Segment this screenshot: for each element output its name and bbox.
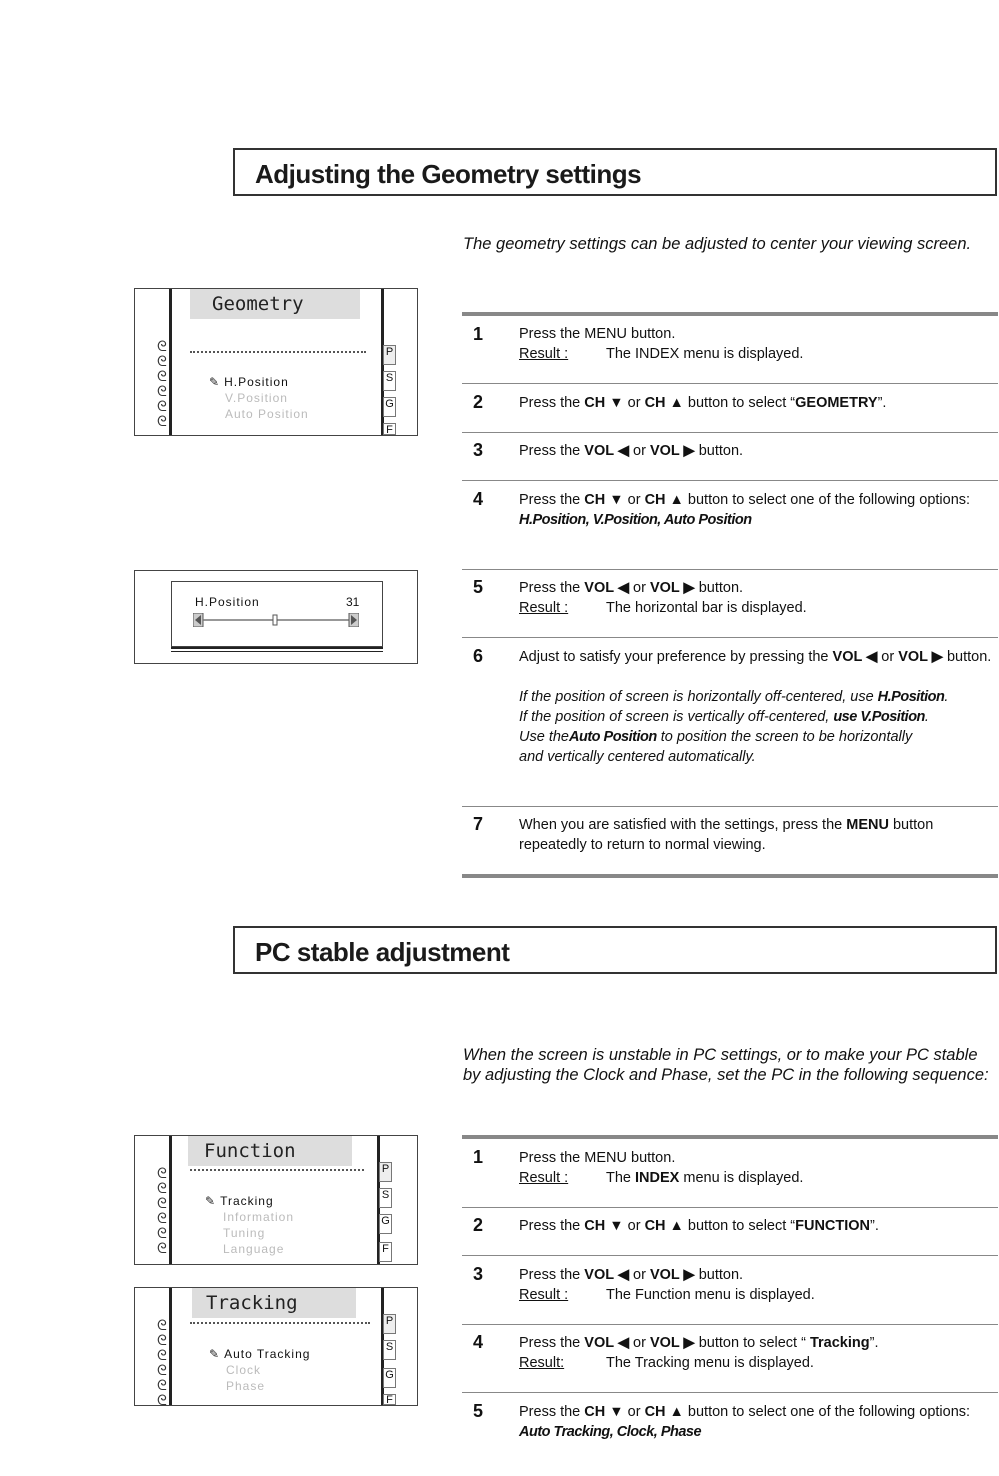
osd-item: V.Position <box>225 391 288 405</box>
section-header-geometry <box>233 148 997 196</box>
step-number: 7 <box>473 814 484 834</box>
osd-item: Clock <box>226 1363 262 1377</box>
table-rule <box>462 569 998 570</box>
section-title: Adjusting the Geometry settings <box>255 159 642 189</box>
table-rule <box>462 874 998 878</box>
step-text: Press the MENU button. Result : The INDEX menu is displayed. <box>519 1150 804 1186</box>
table-rule <box>462 806 998 807</box>
table-rule <box>462 1207 998 1208</box>
osd-item-selected: ✎ Auto Tracking <box>209 1347 311 1361</box>
osd-tab: F <box>383 423 396 435</box>
step-text: Press the VOL ◀ or VOL ▶ button. Result : The horizontal bar is displayed. <box>519 580 807 616</box>
hposition-slider <box>193 613 359 627</box>
step-text: Press the CH ▼ or CH ▲ button to select one of the following options: H.Position, V.Position, Auto Position <box>519 492 971 528</box>
osd-bar-shadow <box>171 651 383 652</box>
step-number: 3 <box>473 440 484 460</box>
table-rule <box>462 1255 998 1256</box>
step-text: When you are satisfied with the settings, press the MENU button repeatedly to return to normal viewing. <box>519 817 934 853</box>
osd-title: Function <box>188 1136 352 1166</box>
table-rule <box>462 1324 998 1325</box>
step-number: 4 <box>473 489 484 509</box>
osd-tab: P <box>383 1314 396 1334</box>
pencil-icon: ✎ <box>209 1347 221 1361</box>
osd-hposition-bar <box>134 570 418 664</box>
osd-item-selected: ✎ H.Position <box>209 375 289 389</box>
pencil-icon: ✎ <box>205 1194 217 1208</box>
hposition-label: H.Position <box>195 595 260 609</box>
step-text: Press the VOL ◀ or VOL ▶ button to select “ Tracking”. Result: The Tracking menu is displayed. <box>519 1335 879 1371</box>
section-header-pc-stable <box>233 926 997 974</box>
step-text: Press the CH ▼ or CH ▲ button to select “FUNCTION”. <box>519 1218 879 1234</box>
hposition-value: 31 <box>346 595 360 609</box>
table-rule <box>462 637 998 638</box>
table-rule <box>462 1392 998 1393</box>
spiral-binding-icon: ᘓ ᘓ ᘓ ᘓ ᘓ ᘓ <box>157 338 167 429</box>
spiral-binding-icon: ᘓ ᘓ ᘓ ᘓ ᘓ ᘓ <box>157 1165 167 1256</box>
step-number: 6 <box>473 646 484 666</box>
pencil-icon: ✎ <box>209 375 221 389</box>
table-rule <box>462 432 998 433</box>
step-text: Press the CH ▼ or CH ▲ button to select “GEOMETRY”. <box>519 395 887 411</box>
table-rule <box>462 312 998 316</box>
osd-divider <box>190 1322 370 1324</box>
osd-tab: G <box>383 1368 396 1388</box>
osd-item: Information <box>223 1210 295 1224</box>
osd-item-selected: ✎ Tracking <box>205 1194 274 1208</box>
step-number: 4 <box>473 1332 484 1352</box>
step-number: 3 <box>473 1264 484 1284</box>
osd-geometry-menu <box>134 288 418 436</box>
step-number: 2 <box>473 1215 484 1235</box>
step-number: 1 <box>473 1147 484 1167</box>
section-title: PC stable adjustment <box>255 937 510 967</box>
step-text: Press the VOL ◀ or VOL ▶ button. <box>519 443 744 459</box>
osd-item: Language <box>223 1242 285 1256</box>
osd-function-menu <box>134 1135 418 1265</box>
step-number: 5 <box>473 1401 484 1421</box>
table-rule <box>462 383 998 384</box>
osd-divider <box>190 351 366 353</box>
osd-tab: S <box>383 1340 396 1360</box>
table-rule <box>462 480 998 481</box>
step-number: 1 <box>473 324 484 344</box>
osd-tab: S <box>379 1188 392 1208</box>
osd-item: Auto Position <box>225 407 309 421</box>
osd-tab: G <box>383 397 396 417</box>
step-text: Press the CH ▼ or CH ▲ button to select one of the following options: Auto Tracking, Clock, Phase <box>519 1404 971 1440</box>
table-rule <box>462 1135 998 1139</box>
step-number: 5 <box>473 577 484 597</box>
osd-item: Tuning <box>223 1226 266 1240</box>
osd-title: Geometry <box>190 289 360 319</box>
osd-title: Tracking <box>192 1288 356 1318</box>
step-text: Press the MENU button. Result : The INDEX menu is displayed. <box>519 326 804 362</box>
osd-tab: G <box>379 1214 392 1234</box>
step-text: Press the VOL ◀ or VOL ▶ button. Result : The Function menu is displayed. <box>519 1267 815 1303</box>
osd-item: Phase <box>226 1379 266 1393</box>
osd-divider <box>190 1169 364 1171</box>
section-intro: When the screen is unstable in PC settings, or to make your PC stable by adjusting the Clock and Phase, set the PC in the following sequence: <box>463 1046 989 1084</box>
osd-bar-shadow <box>171 647 383 649</box>
spiral-binding-icon: ᘓ ᘓ ᘓ ᘓ ᘓ ᘓ <box>157 1317 167 1408</box>
step-number: 2 <box>473 392 484 412</box>
osd-tracking-menu <box>134 1287 418 1406</box>
step-text: Adjust to satisfy your preference by pressing the VOL ◀ or VOL ▶ button. If the position of screen is horizontally off-centered, use H.Position. If the position of screen is vertically off-centered, use V.Position. Use theAuto Position to position the screen to be horizontally and vertically centered automatically. <box>519 649 992 765</box>
osd-tab: P <box>383 345 396 365</box>
osd-tab: F <box>379 1242 392 1262</box>
osd-tab: P <box>379 1162 392 1182</box>
section-intro: The geometry settings can be adjusted to center your viewing screen. <box>463 235 972 253</box>
osd-tab: F <box>383 1394 396 1405</box>
osd-tab: S <box>383 371 396 391</box>
